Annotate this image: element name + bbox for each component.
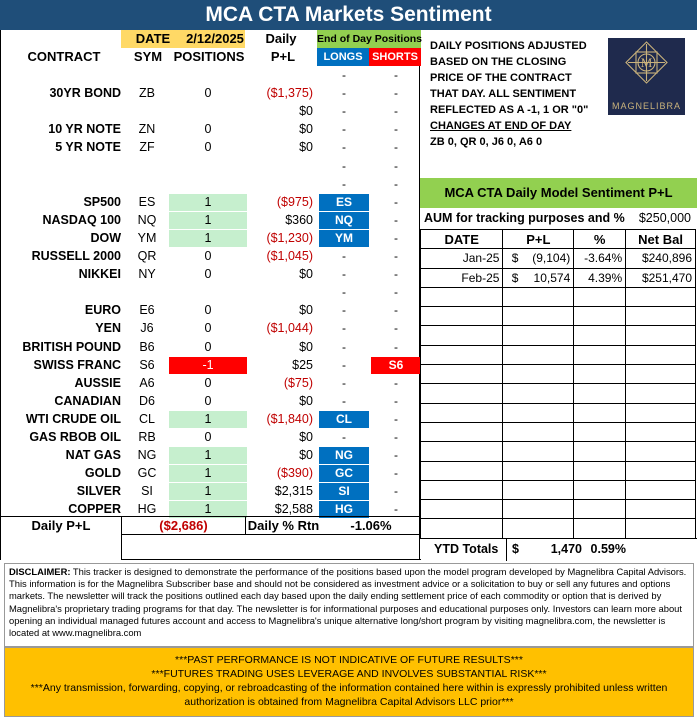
- contract-symbol: ES: [138, 194, 156, 209]
- model-cell-cur: [503, 519, 527, 538]
- model-cell-pct: [574, 403, 626, 422]
- model-cell-net: [626, 500, 696, 519]
- daily-pl: $0: [299, 267, 313, 282]
- contract-name: BRITISH POUND: [22, 339, 121, 354]
- model-cell-date: [421, 461, 503, 480]
- long-position: NQ: [319, 212, 369, 229]
- daily-pl: $0: [299, 122, 313, 137]
- ytd-row: [420, 538, 697, 560]
- model-cell-net: [626, 422, 696, 441]
- contract-header: CONTRACT: [27, 49, 101, 64]
- long-position: -: [342, 321, 346, 336]
- model-row: [421, 249, 696, 268]
- long-position: SI: [319, 483, 369, 500]
- position-value: 1: [169, 212, 247, 229]
- daily-pl: $2,588: [274, 502, 313, 517]
- logo-name: MAGNELIBRA: [611, 101, 681, 111]
- model-cell-pct: [574, 307, 626, 326]
- model-cell-pl: [527, 500, 574, 519]
- model-row: [421, 307, 696, 326]
- model-cell-pct: [574, 422, 626, 441]
- short-position: -: [394, 140, 398, 155]
- daily-rtn-value: -1.06%: [321, 516, 421, 534]
- contract-name: GAS RBOB OIL: [29, 430, 121, 444]
- daily-pl: ($1,044): [266, 321, 313, 336]
- model-cell-date: [421, 422, 503, 441]
- long-position: NG: [319, 447, 369, 464]
- model-row: [421, 287, 696, 306]
- position-value: [169, 103, 247, 120]
- daily-pl: ($1,230): [266, 230, 313, 245]
- model-cell-pct: [574, 461, 626, 480]
- long-position: -: [342, 357, 346, 372]
- warning-line: ***PAST PERFORMANCE IS NOT INDICATIVE OF FUTURE RESULTS***: [175, 654, 523, 666]
- long-position: YM: [319, 230, 369, 247]
- long-position: -: [342, 393, 346, 408]
- model-cell-pl: [527, 480, 574, 499]
- position-value: [169, 158, 247, 175]
- aum-label: AUM for tracking purposes and %: [424, 211, 625, 225]
- model-cell-pct: [574, 442, 626, 461]
- contract-symbol: ZF: [139, 140, 155, 155]
- contract-symbol: [127, 103, 167, 120]
- contract-name: 5 YR NOTE: [55, 140, 121, 155]
- daily-pl: $0: [299, 339, 313, 354]
- contract-symbol: ZN: [138, 122, 156, 137]
- short-position: -: [394, 158, 398, 173]
- model-row: [421, 365, 696, 384]
- model-cell-net: [626, 461, 696, 480]
- ytd-currency: $: [512, 542, 519, 556]
- short-position: -: [394, 303, 398, 318]
- short-position: -: [394, 122, 398, 137]
- long-position: -: [342, 430, 346, 444]
- model-cell-net: [626, 365, 696, 384]
- short-position: -: [394, 249, 398, 263]
- contract-name: WTI CRUDE OIL: [25, 411, 121, 426]
- aum-value: $250,000: [638, 211, 691, 225]
- ytd-divider: [506, 539, 507, 561]
- long-position: -: [342, 339, 346, 354]
- model-cell-net: [626, 519, 696, 538]
- model-cell-pl: (9,104): [527, 249, 574, 268]
- daily-pl: ($1,840): [266, 411, 313, 426]
- daily-pl: $0: [299, 140, 313, 155]
- long-position: -: [342, 140, 346, 155]
- long-position: GC: [319, 465, 369, 482]
- position-value: 1: [169, 501, 247, 518]
- contract-name: DOW: [90, 230, 121, 245]
- model-cell-pl: [527, 326, 574, 345]
- contract-name: RUSSELL 2000: [31, 249, 121, 263]
- short-position: -: [394, 448, 398, 463]
- model-row: [421, 326, 696, 345]
- positions-sheet: [0, 30, 423, 560]
- model-cell-pct: [574, 345, 626, 364]
- daily-pl: [249, 158, 313, 175]
- model-cell-pl: 10,574: [527, 268, 574, 287]
- model-cell-pct: [574, 365, 626, 384]
- model-cell-date: [421, 326, 503, 345]
- model-cell-net: $240,896: [626, 249, 696, 268]
- position-value: 0: [204, 303, 212, 318]
- contract-symbol: NG: [137, 448, 157, 463]
- short-position: -: [394, 267, 398, 282]
- contract-symbol: [127, 176, 167, 193]
- daily-pl: ($975): [276, 194, 313, 209]
- model-cell-cur: [503, 287, 527, 306]
- model-cell-cur: [503, 403, 527, 422]
- model-cell-pl: [527, 519, 574, 538]
- short-position: -: [394, 430, 398, 444]
- contract-name: SILVER: [76, 484, 121, 499]
- model-cell-date: [421, 365, 503, 384]
- shorts-header: SHORTS: [369, 48, 421, 66]
- model-cell-pl: [527, 422, 574, 441]
- contract-name: COPPER: [68, 502, 121, 517]
- warning-line: ***Any transmission, forwarding, copying, or rebroadcasting of the information contained here within is expressly prohibited unless written authorization is obtained from Magnelibra Capital Advisors LLC prior***: [30, 682, 668, 708]
- daily-pl-label: Daily P+L: [1, 516, 121, 534]
- contract-symbol: RB: [138, 430, 156, 444]
- logo-mark-icon: [608, 38, 685, 98]
- daily-pl: $0: [299, 393, 313, 408]
- contract-symbol: YM: [137, 230, 157, 245]
- contract-name: AUSSIE: [74, 375, 121, 390]
- risk-warnings: [4, 647, 694, 717]
- long-position: -: [342, 176, 346, 191]
- model-cell-cur: [503, 384, 527, 403]
- notes-block: [430, 38, 605, 150]
- long-position: -: [342, 158, 346, 173]
- position-value: [169, 284, 247, 301]
- short-position: -: [394, 194, 398, 209]
- long-position: ES: [319, 194, 369, 211]
- model-col-date: DATE: [421, 230, 503, 249]
- short-position: -: [394, 176, 398, 191]
- model-table: [420, 229, 696, 539]
- position-value: 0: [204, 86, 212, 101]
- model-cell-pct: 4.39%: [574, 268, 626, 287]
- contract-symbol: B6: [139, 339, 155, 354]
- model-cell-cur: [503, 500, 527, 519]
- disclaimer-label: DISCLAIMER:: [9, 566, 71, 577]
- position-value: 0: [204, 375, 212, 390]
- disclaimer: [4, 563, 694, 647]
- position-value: 0: [204, 122, 212, 137]
- long-position: -: [342, 375, 346, 390]
- long-position: -: [342, 68, 346, 82]
- position-value: [169, 67, 247, 84]
- model-cell-date: [421, 403, 503, 422]
- contract-symbol: [127, 158, 167, 175]
- daily-pl: $25: [292, 357, 313, 372]
- positions-header: POSITIONS: [173, 49, 245, 64]
- daily-pl: $0: [299, 448, 313, 463]
- model-cell-cur: [503, 307, 527, 326]
- contract-name: NIKKEI: [78, 267, 121, 282]
- model-cell-net: [626, 326, 696, 345]
- model-cell-pct: [574, 519, 626, 538]
- position-value: 0: [204, 393, 212, 408]
- model-cell-date: [421, 480, 503, 499]
- model-cell-cur: [503, 326, 527, 345]
- model-row: [421, 461, 696, 480]
- model-cell-date: [421, 519, 503, 538]
- totals-spacer: [121, 534, 421, 560]
- eod-positions-label: End of Day Positions: [317, 30, 421, 48]
- contract-symbol: NY: [138, 267, 156, 282]
- model-col-pct: %: [574, 230, 626, 249]
- model-cell-net: [626, 403, 696, 422]
- model-cell-net: [626, 287, 696, 306]
- model-cell-pl: [527, 345, 574, 364]
- model-row: [421, 519, 696, 538]
- model-row: [421, 500, 696, 519]
- contract-symbol: [127, 284, 167, 301]
- daily-pl: $0: [299, 430, 313, 444]
- short-position: -: [394, 321, 398, 336]
- short-position: -: [394, 86, 398, 101]
- contract-symbol: A6: [139, 375, 155, 390]
- short-position: -: [394, 68, 398, 82]
- contract-name: NAT GAS: [65, 448, 121, 463]
- long-position: -: [342, 285, 346, 300]
- position-value: 0: [204, 321, 212, 336]
- short-position: -: [394, 339, 398, 354]
- contract-name: 30YR BOND: [49, 86, 121, 101]
- model-cell-date: [421, 442, 503, 461]
- contract-name: SP500: [83, 194, 121, 209]
- position-value: 0: [204, 140, 212, 155]
- model-cell-cur: [503, 480, 527, 499]
- model-row: [421, 422, 696, 441]
- short-position: -: [394, 484, 398, 499]
- long-position: -: [342, 104, 346, 119]
- contract-symbol: S6: [139, 357, 155, 372]
- daily-pl: ($75): [283, 375, 313, 390]
- model-cell-pct: [574, 326, 626, 345]
- model-cell-date: Jan-25: [421, 249, 503, 268]
- position-value: 0: [204, 430, 212, 444]
- sym-header: SYM: [133, 49, 163, 64]
- long-position: CL: [319, 411, 369, 428]
- position-value: 1: [169, 483, 247, 500]
- position-value: [169, 176, 247, 193]
- position-value: 0: [204, 267, 212, 282]
- model-row: [421, 442, 696, 461]
- position-value: 1: [169, 411, 247, 428]
- model-cell-pl: [527, 384, 574, 403]
- short-position: -: [394, 502, 398, 517]
- pl-header: P+L: [270, 49, 296, 64]
- contract-symbol: QR: [137, 249, 157, 263]
- contract-name: [1, 176, 121, 193]
- contract-name: [1, 103, 121, 120]
- long-position: -: [342, 122, 346, 137]
- date-value: 2/12/2025: [186, 31, 244, 46]
- model-cell-date: Feb-25: [421, 268, 503, 287]
- model-cell-net: $251,470: [626, 268, 696, 287]
- short-position: -: [394, 212, 398, 227]
- daily-pl-value: ($2,686): [121, 516, 245, 534]
- daily-pl: $0: [299, 104, 313, 119]
- daily-label: Daily: [265, 31, 297, 46]
- daily-pl: [249, 67, 313, 84]
- contract-symbol: J6: [140, 321, 154, 336]
- long-position: HG: [319, 501, 369, 518]
- long-position: -: [342, 267, 346, 282]
- model-cell-pct: [574, 287, 626, 306]
- model-cell-cur: [503, 422, 527, 441]
- page-title: MCA CTA Markets Sentiment: [0, 0, 697, 30]
- model-col-net: Net Bal: [626, 230, 696, 249]
- note-line: DAILY POSITIONS ADJUSTED: [430, 40, 587, 52]
- note-line: REFLECTED AS A -1, 1 OR "0": [430, 104, 589, 116]
- contract-name: EURO: [84, 303, 121, 318]
- long-position: -: [342, 86, 346, 101]
- model-row: [421, 403, 696, 422]
- contract-name: NASDAQ 100: [42, 212, 121, 227]
- model-cell-date: [421, 307, 503, 326]
- position-value: 1: [169, 465, 247, 482]
- contract-symbol: GC: [137, 466, 157, 481]
- contract-symbol: SI: [141, 484, 153, 499]
- note-line: PRICE OF THE CONTRACT: [430, 72, 572, 84]
- note-line: CHANGES AT END OF DAY: [430, 120, 572, 132]
- long-position: -: [342, 303, 346, 318]
- model-cell-cur: [503, 442, 527, 461]
- model-cell-pct: [574, 384, 626, 403]
- daily-pl: ($390): [276, 466, 313, 481]
- contract-name: YEN: [95, 321, 121, 336]
- contract-name: GOLD: [84, 466, 121, 481]
- daily-pl: $360: [285, 212, 313, 227]
- model-row: [421, 480, 696, 499]
- position-value: 1: [169, 194, 247, 211]
- contract-name: [1, 284, 121, 301]
- model-cell-pl: [527, 307, 574, 326]
- short-position: -: [394, 375, 398, 390]
- model-cell-net: [626, 442, 696, 461]
- daily-rtn-label: Daily % Rtn: [245, 516, 321, 534]
- contract-symbol: E6: [139, 303, 155, 318]
- contract-name: [1, 158, 121, 175]
- model-cell-date: [421, 345, 503, 364]
- magnelibra-logo: [608, 38, 685, 115]
- model-cell-pl: [527, 403, 574, 422]
- daily-pl: $0: [299, 303, 313, 318]
- contract-symbol: [127, 67, 167, 84]
- ytd-label: YTD Totals: [434, 542, 499, 556]
- ytd-value: 1,470: [550, 542, 582, 556]
- model-panel: [420, 173, 697, 211]
- contract-symbol: CL: [139, 411, 155, 426]
- long-position: -: [342, 249, 346, 263]
- daily-pl: ($1,375): [266, 86, 313, 101]
- model-cell-date: [421, 287, 503, 306]
- model-row: [421, 268, 696, 287]
- model-cell-date: [421, 384, 503, 403]
- model-cell-date: [421, 500, 503, 519]
- short-position: -: [394, 104, 398, 119]
- daily-pl: $2,315: [274, 484, 313, 499]
- model-cell-pl: [527, 461, 574, 480]
- contract-name: SWISS FRANC: [33, 357, 121, 372]
- position-value: 1: [169, 230, 247, 247]
- model-cell-cur: [503, 365, 527, 384]
- short-position: -: [394, 393, 398, 408]
- daily-pl: ($1,045): [266, 249, 313, 263]
- contract-symbol: NQ: [137, 212, 157, 227]
- position-value: 0: [204, 249, 212, 263]
- model-cell-pct: [574, 500, 626, 519]
- model-cell-pl: [527, 365, 574, 384]
- ytd-pct: 0.59%: [590, 542, 626, 556]
- date-label: DATE: [121, 30, 185, 48]
- model-cell-cur: $: [503, 249, 527, 268]
- contract-name: [1, 67, 121, 84]
- short-position: -: [394, 285, 398, 300]
- model-cell-net: [626, 384, 696, 403]
- aum-row: [424, 211, 697, 229]
- note-line: BASED ON THE CLOSING: [430, 56, 567, 68]
- short-position: -: [394, 466, 398, 481]
- position-value: 1: [169, 447, 247, 464]
- position-value: -1: [169, 357, 247, 374]
- contract-name: 10 YR NOTE: [48, 122, 121, 137]
- contract-name: CANADIAN: [54, 393, 121, 408]
- note-line: ZB 0, QR 0, J6 0, A6 0: [430, 136, 543, 148]
- longs-header: LONGS: [317, 48, 369, 66]
- model-cell-pct: -3.64%: [574, 249, 626, 268]
- position-value: 0: [204, 339, 212, 354]
- model-title: MCA CTA Daily Model Sentiment P+L: [420, 178, 697, 208]
- model-cell-net: [626, 345, 696, 364]
- model-cell-net: [626, 307, 696, 326]
- daily-pl: [249, 284, 313, 301]
- disclaimer-text: This tracker is designed to demonstrate the performance of the positions based upon the model program developed by Magnelibra Capital Advisors. This information is for the Magnelibra Subscriber base and should not be considered as investment advice or a solicitation to buy or sell any futures and options markets. The newsletter will track the positions outlined each day based upon the daily ending settlement price of each commodity or option that is derived by Magnelibra's proprietary trading programs for that day. The newsletter is for informational purposes and educational purposes only. Investors can learn more about opening an individual managed futures account and access to Magnelibra's unique alternative long/short program by visiting magnelibra.com, the newsletter is located at www.magnelibra.com: [9, 566, 687, 639]
- model-cell-net: [626, 480, 696, 499]
- contract-symbol: D6: [139, 393, 155, 408]
- contract-symbol: HG: [137, 502, 157, 517]
- warning-line: ***FUTURES TRADING USES LEVERAGE AND INVOLVES SUBSTANTIAL RISK***: [151, 668, 547, 680]
- model-col-pl: P+L: [503, 230, 574, 249]
- note-line: THAT DAY. ALL SENTIMENT: [430, 88, 577, 100]
- model-cell-cur: $: [503, 268, 527, 287]
- model-cell-cur: [503, 345, 527, 364]
- logo-monogram: M: [640, 55, 653, 70]
- model-cell-cur: [503, 461, 527, 480]
- model-row: [421, 345, 696, 364]
- model-cell-pl: [527, 287, 574, 306]
- short-position: S6: [371, 357, 421, 374]
- short-position: -: [394, 411, 398, 426]
- daily-pl: [249, 176, 313, 193]
- model-cell-pct: [574, 480, 626, 499]
- model-cell-pl: [527, 442, 574, 461]
- short-position: -: [394, 230, 398, 245]
- contract-symbol: ZB: [139, 86, 155, 101]
- model-row: [421, 384, 696, 403]
